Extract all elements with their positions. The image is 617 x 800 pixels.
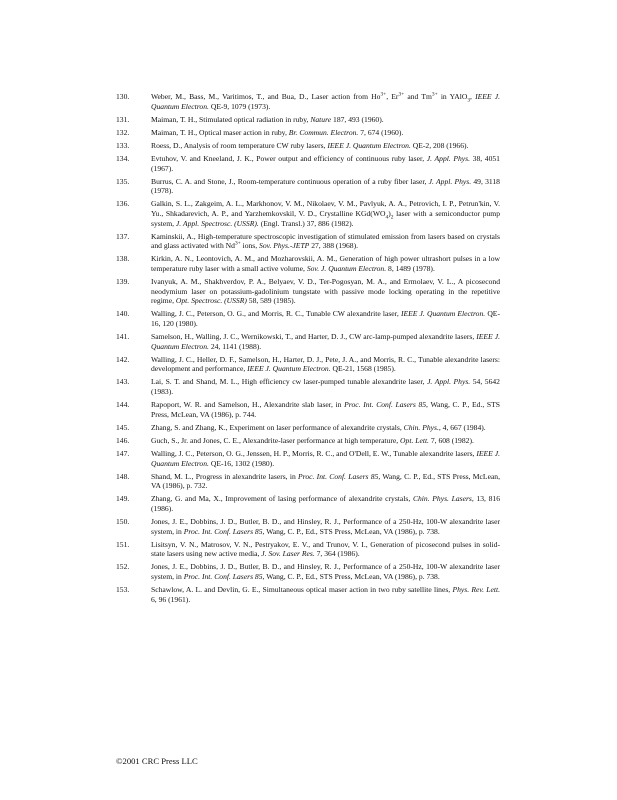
reference-number: 144. [116,400,130,410]
reference-number: 137. [116,231,130,241]
reference-text: Zhang, S. and Zhang, K., Experiment on laser performance of alexandrite crystals, Chin. Phys., 4, 667 (1984). [151,422,486,432]
reference-list [116,92,500,608]
reference-entry [116,154,500,173]
reference-number: 150. [116,516,130,526]
reference-number: 151. [116,539,130,549]
reference-number: 142. [116,354,130,364]
reference-number: 146. [116,435,130,445]
reference-text: Samelson, H., Walling, J. C., Wernikowski, T., and Harter, D. J., CW arc-lamp-pumped alexandrite lasers, IEEE J. Quantum Electron. 24, 1141 (1988). [151,331,500,351]
reference-text: Kaminskii, A., High-temperature spectroscopic investigation of stimulated emission from lasers based on crystals and glass activated with $Nd^{3+}$ ions, Sov. Phys.-JETP 27, 388 (1968). [151,231,500,251]
reference-text: Lai, S. T. and Shand, M. L., High efficiency cw laser-pumped tunable alexandrite laser, J. Appl. Phys. 54, 5642 (1983). [151,377,500,396]
reference-text: Zhang, G. and Ma, X., Improvement of lasing performance of alexandrite crystals, Chin. Phys. Lasers, 13, 816 (1986). [151,494,501,513]
reference-entry [116,332,500,351]
reference-number: 147. [116,448,130,458]
reference-entry [116,254,500,273]
reference-text: Schawlow, A. L. and Devlin, G. E., Simultaneous optical maser action in two ruby satellite lines, Phys. Rev. Lett. 6, 96 (1961). [151,585,500,604]
reference-text: Guch, S., Jr. and Jones, C. E., Alexandrite-laser performance at high temperature, Opt. Lett. 7, 608 (1982). [151,435,474,445]
reference-entry [116,177,500,196]
reference-number: 143. [116,377,130,387]
reference-entry [116,436,500,446]
reference-entry [116,309,500,328]
reference-text: Maiman, T. H., Stimulated optical radiation in ruby, Nature 187, 493 (1960). [151,114,384,124]
reference-text: Jones, J. E., Dobbins, J. D., Butler, B. D., and Hinsley, R. J., Performance of a 250-Hz, 100-W alexandrite laser system, in Proc. Int. Conf. Lasers 85, Wang, C. P., Ed., STS Press, McLean, VA (1986), p. 738. [151,562,500,581]
reference-number: 133. [116,140,130,150]
reference-number: 141. [116,331,130,341]
reference-number: 135. [116,176,130,186]
reference-text: Lisitsyn, V. N., Matrosov, V. N., Pestryakov, E. V., and Trunov, V. I., Generation of picosecond pulses in solid-state lasers using new active media, J. Sov. Laser Res. 7, 364 (1986). [151,539,500,559]
reference-number: 139. [116,277,130,286]
reference-entry [116,141,500,151]
reference-entry [116,472,500,491]
reference-text: Maiman, T. H., Optical maser action in ruby, Br. Commun. Electron. 7, 674 (1960). [151,127,404,137]
reference-text: Kirkin, A. N., Leontovich, A. M., and Mozharovskii, A. M., Generation of high power ultrashort pulses in a low temperature ruby laser with a small active volume, Sov. J. Quantum Electron. 8, 1489 (1978). [151,254,500,273]
reference-number: 136. [116,199,130,209]
reference-entry [116,540,500,559]
reference-entry [116,423,500,433]
reference-entry [116,355,500,374]
reference-entry [116,585,500,604]
reference-number: 130. [116,92,130,101]
reference-number: 145. [116,422,130,432]
reference-text: Walling, J. C., Heller, D. F., Samelson, H., Harter, D. J., Pete, J. A., and Morris, R. C., Tunable alexandrite lasers: development and performance, IEEE J. Quantum Electron. QE-21, 1568 (1985). [151,354,500,374]
reference-entry [116,92,500,111]
reference-number: 153. [116,585,130,595]
reference-number: 140. [116,309,130,319]
reference-entry [116,517,500,536]
reference-entry [116,232,500,251]
reference-entry [116,199,500,228]
reference-entry [116,128,500,138]
reference-text: Jones, J. E., Dobbins, J. D., Butler, B. D., and Hinsley, R. J., Performance of a 250-Hz, 100-W alexandrite laser system, in Proc. Int. Conf. Lasers 85, Wang, C. P., Ed., STS Press, McLean, VA (1986), p. 738. [151,516,500,536]
reference-entry [116,377,500,396]
reference-number: 132. [116,127,130,137]
reference-entry [116,400,500,419]
reference-entry [116,449,500,468]
reference-entry [116,277,500,306]
reference-number: 131. [116,114,130,124]
reference-number: 148. [116,471,130,481]
reference-text: Rapoport, W. R. and Samelson, H., Alexandrite slab laser, in Proc. Int. Conf. Lasers 85, Wang, C. P., Ed., STS Press, McLean, VA (1986), p. 744. [151,400,501,419]
reference-text: Evtuhov, V. and Kneeland, J. K., Power output and efficiency of continuous ruby laser, J. Appl. Phys. 38, 4051 (1967). [151,153,500,173]
reference-number: 134. [116,153,130,163]
reference-entry [116,562,500,581]
reference-entry [116,115,500,125]
reference-entry [116,494,500,513]
reference-number: 149. [116,494,130,504]
reference-text: Galkin, S. L., Zakgeim, A. L., Markhonov, V. M., Nikolaev, V. M., Pavlyuk, A. A., Petrovich, I. P., Petrun'kin, V. Yu., Shkadarevich, A. P., and Yarzhemkovskil, V. D., Crystalline $KGd(WO_4)_2$ laser with a semiconductor pump system, J. Appl. Spectrosc. (USSR). (Engl. Transl.) 37, 886 (1982). [151,199,500,228]
reference-number: 138. [116,254,130,264]
reference-text: Weber, M., Bass, M., Varitimos, T., and Bua, D., Laser action from $Ho^{3+}$, $Er^{3+}$ and $Tm^{3+}$ in YAlO$_3$, IEEE J. Quantum Electron. QE-9, 1079 (1973). [151,91,501,111]
reference-number: 152. [116,562,130,572]
copyright-footer: ©2001 CRC Press LLC [116,756,198,766]
reference-text: Walling, J. C., Peterson, O. G., and Morris, R. C., Tunable CW alexandrite laser, IEEE J. Quantum Electron. QE-16, 120 (1980). [151,309,500,328]
reference-text: Shand, M. L., Progress in alexandrite lasers, in Proc. Int. Conf. Lasers 85, Wang, C. P., Ed., STS Press, McLean, VA (1986), p. 732. [151,471,501,491]
reference-text: Walling, J. C., Peterson, O. G., Jenssen, H. P., Morris, R. C., and O'Dell, E. W., Tunable alexandrite lasers, IEEE J. Quantum Electron. QE-16, 1302 (1980). [151,448,500,468]
reference-text: Ivanyuk, A. M., Shakhverdov, P. A., Belyaev, V. D., Ter-Pogosyan, M. A., and Ermolaev, V. L., A picosecond neodymium laser on potassium-gadolinium tungstate with passive mode locking operating in the repetitive regime, Opt. Spectrosc. (USSR) 58, 589 (1985). [151,277,500,306]
reference-text: Burrus, C. A. and Stone, J., Room-temperature continuous operation of a ruby fiber laser, J. Appl. Phys. 49, 3118 (1978). [151,176,500,196]
reference-text: Roess, D., Analysis of room temperature CW ruby lasers, IEEE J. Quantum Electron. QE-2, 208 (1966). [151,140,469,150]
